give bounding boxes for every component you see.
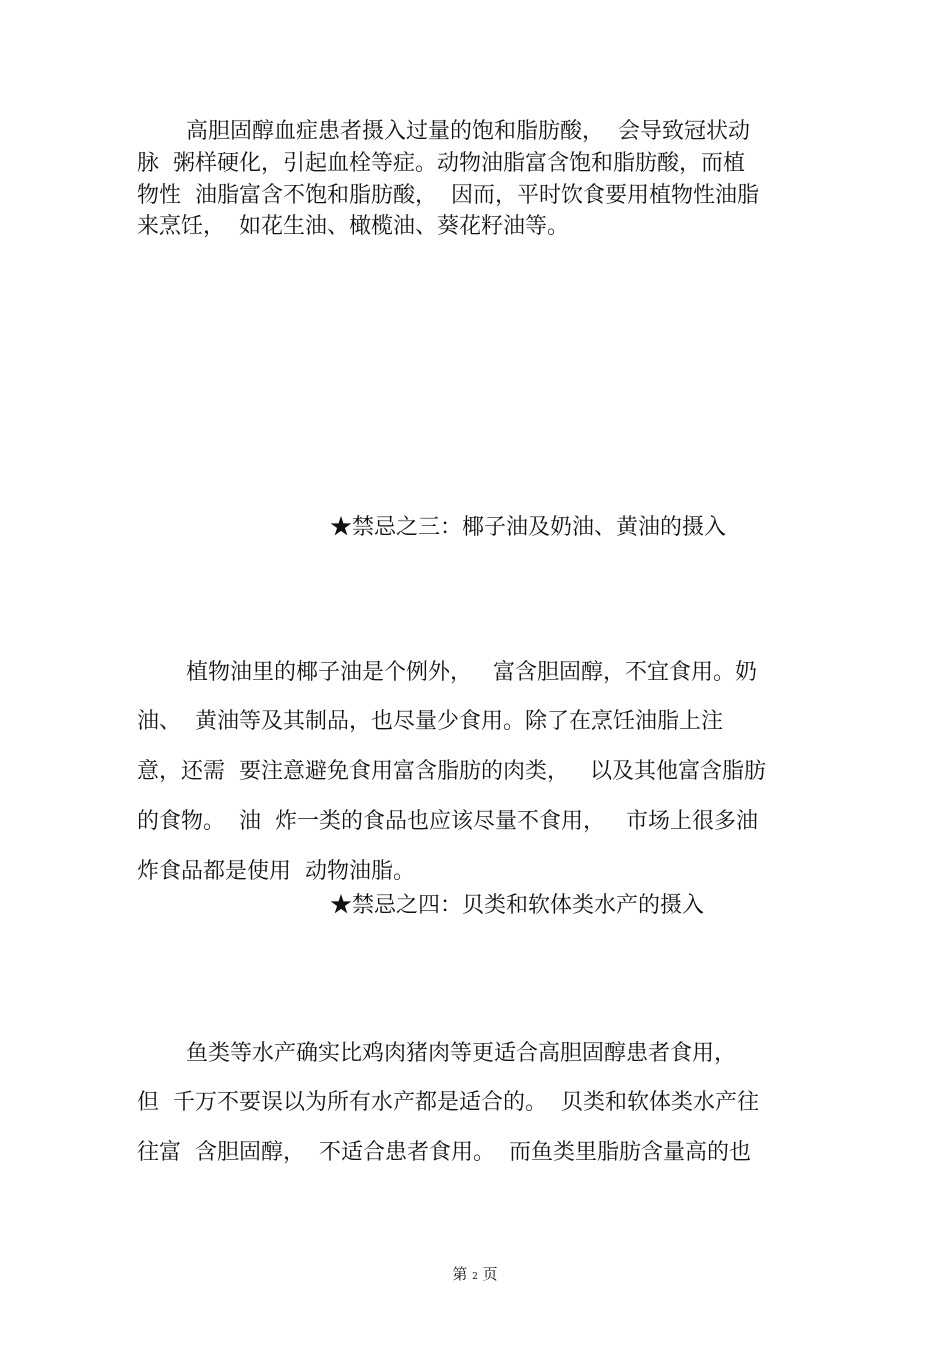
paragraph-line: 植物油里的椰子油是个例外， 富含胆固醇，不宜食用。奶	[186, 660, 757, 685]
paragraph-line: 意，还需 要注意避免食用富含脂肪的肉类， 以及其他富含脂肪	[137, 759, 766, 784]
section-heading-taboo-3: ★禁忌之三：椰子油及奶油、黄油的摄入	[330, 515, 727, 540]
footer-suffix: 页	[482, 1265, 498, 1283]
paragraph-line: 往富 含胆固醇， 不适合患者食用。 而鱼类里脂肪含量高的也	[137, 1140, 751, 1165]
paragraph-line: 但 千万不要误以为所有水产都是适合的。 贝类和软体类水产往	[137, 1090, 759, 1115]
paragraph-line: 来烹饪， 如花生油、橄榄油、葵花籽油等。	[137, 214, 569, 239]
paragraph-line: 高胆固醇血症患者摄入过量的饱和脂肪酸， 会导致冠状动	[186, 119, 750, 144]
section-heading-taboo-4: ★禁忌之四：贝类和软体类水产的摄入	[330, 893, 705, 918]
footer-prefix: 第	[452, 1265, 468, 1283]
paragraph-line: 脉 粥样硬化，引起血栓等症。动物油脂富含饱和脂肪酸，而植	[137, 151, 745, 176]
paragraph-line: 炸食品都是使用 动物油脂。	[137, 859, 415, 884]
page-footer	[0, 1264, 950, 1287]
paragraph-line: 鱼类等水产确实比鸡肉猪肉等更适合高胆固醇患者食用，	[186, 1041, 737, 1066]
page-number: 2	[472, 1272, 478, 1282]
paragraph-line: 的食物。 油 炸一类的食品也应该尽量不食用， 市场上很多油	[137, 809, 758, 834]
paragraph-line: 油、 黄油等及其制品，也尽量少食用。除了在烹饪油脂上注	[137, 709, 723, 734]
paragraph-line: 物性 油脂富含不饱和脂肪酸， 因而，平时饮食要用植物性油脂	[137, 183, 759, 208]
